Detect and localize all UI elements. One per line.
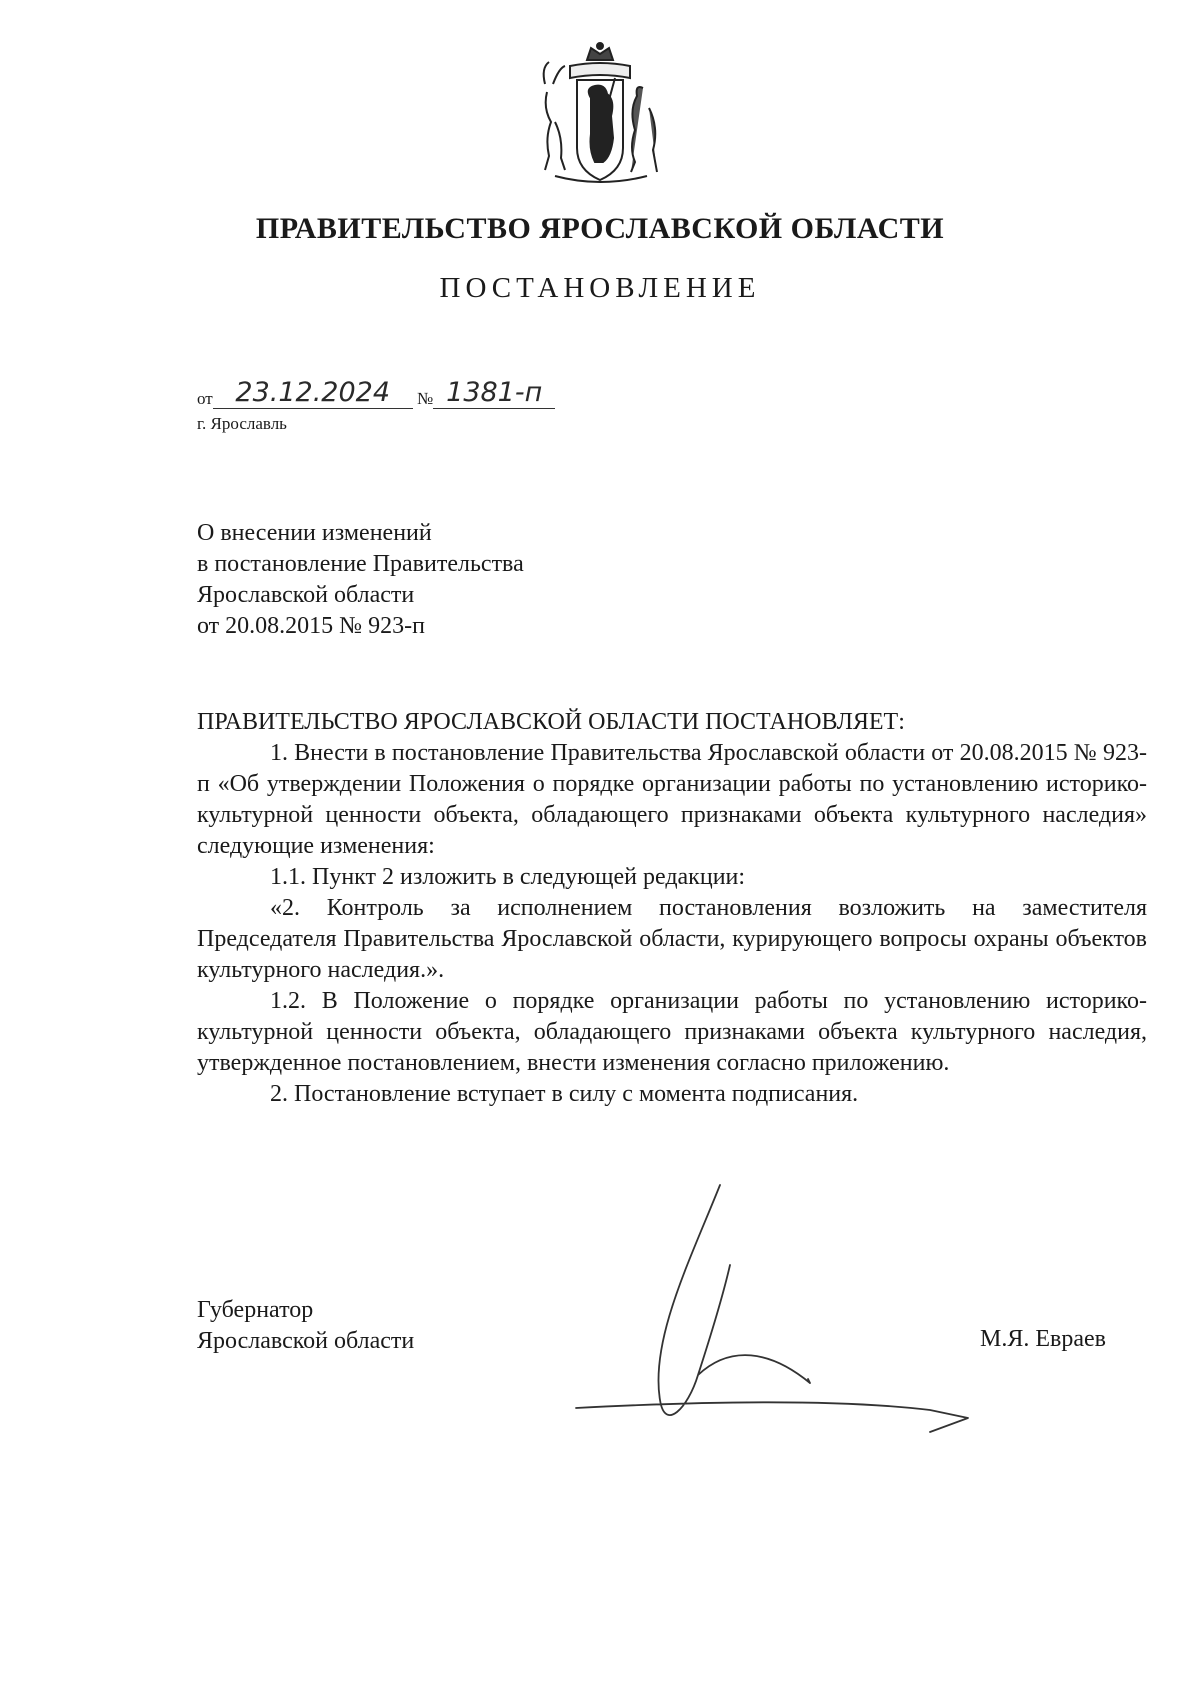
document-body (197, 707, 1147, 1110)
document-number: 1381-п (433, 378, 555, 409)
signatory-title-line: Губернатор (197, 1297, 314, 1323)
paragraph-1-1-quote: «2. Контроль за исполнением постановления возложить на заместителя Председателя Правительства Ярославской области, курирующего вопросы охраны объектов культурного наследия.». (197, 895, 1147, 983)
handwritten-signature-icon (570, 1170, 1010, 1440)
paragraph-1-1: 1.1. Пункт 2 изложить в следующей редакции: (270, 864, 746, 890)
paragraph-2: 2. Постановление вступает в силу с момента подписания. (270, 1081, 859, 1107)
document-subject (197, 518, 524, 642)
paragraph-1: 1. Внести в постановление Правительства Ярославской области от 20.08.2015 № 923-п «Об утверждении Положения о порядке организации работы по установлению историко-культурной ценности объекта, обладающего признаками объекта культурного наследия» следующие изменения: (197, 740, 1147, 859)
document-date: 23.12.2024 (213, 378, 413, 409)
document-city: г. Ярославль (197, 414, 287, 433)
document-date-number (197, 378, 555, 409)
subject-line: от 20.08.2015 № 923-п (197, 613, 425, 639)
paragraph-1-2: 1.2. В Положение о порядке организации работы по установлению историко-культурной ценности объекта, обладающего признаками объекта культурного наследия, утвержденное постановлением, внести изменения согласно приложению. (197, 988, 1147, 1076)
preamble: ПРАВИТЕЛЬСТВО ЯРОСЛАВСКОЙ ОБЛАСТИ ПОСТАНОВЛЯЕТ: (197, 709, 905, 735)
number-prefix: № (416, 389, 434, 408)
coat-of-arms-icon (525, 38, 675, 188)
document-type: ПОСТАНОВЛЕНИЕ (439, 272, 761, 304)
subject-line: О внесении изменений (197, 520, 432, 546)
government-title: ПРАВИТЕЛЬСТВО ЯРОСЛАВСКОЙ ОБЛАСТИ (255, 212, 945, 245)
subject-line: в постановление Правительства (197, 551, 524, 577)
date-prefix: от (197, 389, 213, 408)
signatory-title (197, 1295, 414, 1357)
subject-line: Ярославской области (197, 582, 415, 608)
signatory-title-line: Ярославской области (197, 1328, 415, 1354)
signatory-name: М.Я. Евраев (980, 1326, 1106, 1352)
